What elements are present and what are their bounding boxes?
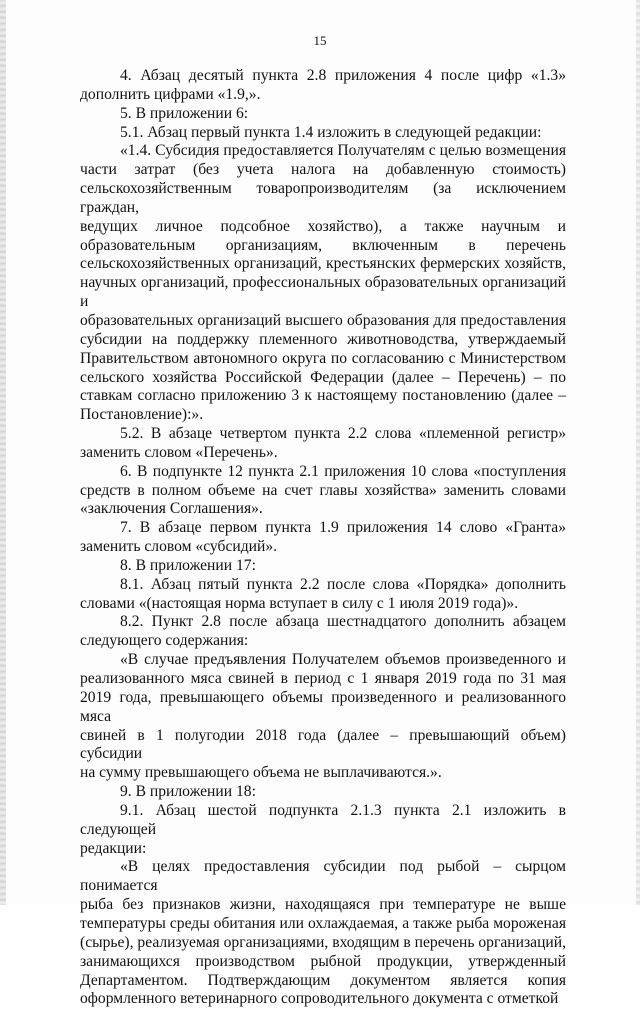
scan-left-edge	[0, 0, 6, 905]
text-line: 2019 года, превышающего объемы произведенного и реализованного мяса	[80, 688, 566, 725]
text-line: 7. В абзаце первом пункта 1.9 приложения 14 слово «Гранта»	[120, 519, 566, 537]
paragraph-p81	[80, 576, 566, 614]
text-line: Постановление):».	[80, 406, 204, 424]
text-line: 9. В приложении 18:	[120, 783, 256, 801]
text-line: заменить словом «Перечень».	[80, 443, 278, 461]
text-line: сельского хозяйства Российской Федерации (далее – Перечень) – по	[80, 368, 566, 386]
text-line: Департаментом. Подтверждающим документом является копия	[80, 971, 566, 989]
text-line: свиней в 1 полугодии 2018 года (далее – превышающий объем) субсидии	[80, 726, 566, 763]
paragraph-pf	[80, 858, 566, 1009]
text-line: «В случае предъявления Получателем объемов произведенного и	[120, 651, 566, 669]
text-line: Правительством автономного округа по согласованию с Министерством	[80, 349, 566, 367]
text-line: образовательным организациям, включенным в перечень	[80, 236, 566, 254]
text-line: 8.2. Пункт 2.8 после абзаца шестнадцатого дополнить абзацем	[120, 613, 566, 631]
paragraph-pq	[80, 651, 566, 783]
text-line: дополнить цифрами «1.9,».	[80, 85, 261, 103]
text-line: на сумму превышающего объема не выплачиваются.».	[80, 764, 442, 782]
text-line: средств в полном объеме на счет главы хозяйства» заменить словами	[80, 481, 566, 499]
text-line: сельскохозяйственных организаций, крестьянских фермерских хозяйств,	[80, 255, 566, 273]
paragraph-p82	[80, 613, 566, 651]
paragraph-p91	[80, 802, 566, 859]
text-line: субсидии на поддержку племенного животноводства, утверждаемый	[80, 330, 566, 348]
text-line: ставкам согласно приложению 3 к настоящему постановлению (далее –	[80, 387, 566, 405]
text-line: рыба без признаков жизни, находящаяся при температуре не выше	[80, 896, 566, 914]
paragraph-p7	[80, 519, 566, 557]
text-line: образовательных организаций высшего образования для предоставления	[80, 311, 566, 329]
text-line: ведущих личное подсобное хозяйство), а также научным и	[80, 217, 566, 235]
paragraph-p8	[80, 557, 566, 576]
document-body	[80, 67, 566, 1009]
text-line: «В целях предоставления субсидии под рыбой – сырцом понимается	[80, 858, 566, 895]
text-line: 5.2. В абзаце четвертом пункта 2.2 слова «племенной регистр»	[120, 425, 566, 443]
paragraph-p6	[80, 463, 566, 520]
page-number: 15	[313, 33, 327, 48]
text-line: части затрат (без учета налога на добавленную стоимость)	[80, 161, 566, 179]
paragraph-p5	[80, 105, 566, 124]
paragraph-p4	[80, 67, 566, 105]
text-line: 5.1. Абзац первый пункта 1.4 изложить в следующей редакции:	[120, 123, 542, 141]
text-line: занимающихся производством рыбной продукции, утвержденный	[80, 952, 566, 970]
text-line: словами «(настоящая норма вступает в силу с 1 июля 2019 года)».	[80, 594, 519, 612]
text-line: оформленного ветеринарного сопроводительного документа с отметкой	[80, 990, 559, 1008]
text-line: 8.1. Абзац пятый пункта 2.2 после слова «Порядка» дополнить	[120, 575, 566, 593]
scan-right-edge	[636, 0, 640, 905]
paragraph-p14	[80, 142, 566, 425]
paragraph-p51	[80, 124, 566, 143]
paragraph-p52	[80, 425, 566, 463]
text-line: (сырье), реализуемая организациями, входящим в перечень организаций,	[80, 933, 566, 951]
paragraph-p9	[80, 783, 566, 802]
text-line: 5. В приложении 6:	[120, 104, 249, 122]
text-line: «заключения Соглашения».	[80, 500, 263, 518]
text-line: 4. Абзац десятый пункта 2.8 приложения 4 после цифр «1.3»	[120, 67, 566, 84]
text-line: следующего содержания:	[80, 632, 249, 650]
text-line: «1.4. Субсидия предоставляется Получателям с целью возмещения	[120, 142, 566, 160]
text-line: 6. В подпункте 12 пункта 2.1 приложения 10 слова «поступления	[120, 462, 566, 480]
text-line: редакции:	[80, 839, 147, 857]
text-line: 9.1. Абзац шестой подпункта 2.1.3 пункта 2.1 изложить в следующей	[80, 801, 566, 838]
text-line: сельскохозяйственным товаропроизводителям (за исключением граждан,	[80, 180, 566, 216]
text-line: научных организаций, профессиональных образовательных организаций и	[80, 274, 566, 311]
text-line: температуры среды обитания или охлаждаемая, а также рыба мороженая	[80, 914, 566, 932]
text-line: 8. В приложении 17:	[120, 556, 256, 574]
text-line: заменить словом «субсидий».	[80, 538, 278, 556]
text-line: реализованного мяса свиней в период с 1 января 2019 года по 31 мая	[80, 670, 566, 687]
